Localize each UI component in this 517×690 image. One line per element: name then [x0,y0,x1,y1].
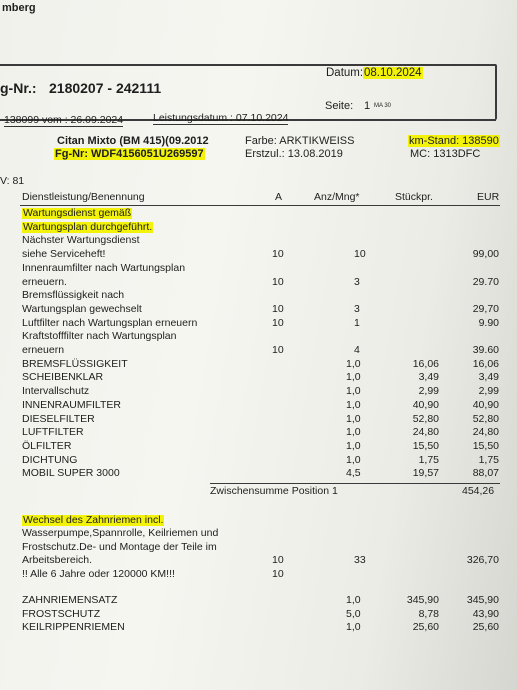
row-a: 10 [272,316,284,329]
table-row [0,622,517,633]
row-eur: 29,70 [472,302,499,315]
row-desc: siehe Serviceheft! [22,248,106,261]
row-stueckpreis: 2,99 [418,385,439,398]
row-eur: 88,07 [472,467,499,480]
header-a: A [275,191,283,203]
table-row [0,515,517,526]
table-row [0,609,517,620]
row-anz: 1,0 [346,594,361,607]
row-eur: 2,99 [478,385,499,398]
row-anz: 1,0 [346,385,361,398]
row-stueckpreis: 15,50 [412,439,439,452]
row-a: 10 [272,275,284,288]
row-eur: 326,70 [466,554,499,567]
table-row [0,208,517,219]
row-desc: MOBIL SUPER 3000 [22,467,120,480]
row-eur: 39.60 [472,344,499,356]
box-right-border [495,64,497,120]
row-stueckpreis: 1,75 [418,453,439,466]
row-anz: 1,0 [346,426,361,439]
row-anz: 3 [354,275,360,288]
row-eur: 3,49 [478,371,499,384]
row-anz: 1,0 [346,439,361,452]
row-desc: Arbeitsbereich. [22,554,93,567]
vehicle-fg-nr: Fg-Nr: WDF4156051U269597 [55,148,204,160]
row-desc: FROSTSCHUTZ [22,607,101,620]
vehicle-erstzul: Erstzul.: 13.08.2019 [245,148,343,160]
table-row [0,582,517,593]
table-row [0,386,517,397]
header-underline [20,205,500,206]
row-eur: 24,80 [472,426,499,439]
row-desc: BREMSFLÜSSIGKEIT [22,357,128,370]
table-row [0,400,517,411]
row-anz: 1,0 [346,398,361,411]
row-eur: 25,60 [472,621,499,634]
row-desc: Wasserpumpe,Spannrolle, Keilriemen und [22,527,219,540]
row-eur: 43,90 [472,607,499,620]
table-row [0,290,517,301]
table-row [0,427,517,438]
row-desc: KEILRIPPENRIEMEN [22,621,125,634]
table-row [0,304,517,315]
row-anz: 33 [354,554,366,567]
row-desc: LUFTFILTER [22,426,84,439]
row-desc: DICHTUNG [22,453,78,466]
table-row [0,345,517,356]
subtotal-label: Zwischensumme Position 1 [210,485,338,497]
row-desc: erneuern [22,344,65,356]
table-row [0,555,517,566]
row-a: 10 [272,554,284,567]
row-a: 10 [272,344,284,356]
row-desc: Bremsflüssigkeit nach [22,289,125,302]
header-stueck: Stückpr. [395,191,433,203]
vehicle-model: Citan Mixto (BM 415)(09.2012 [57,135,209,147]
row-desc: Luftfilter nach Wartungsplan erneuern [22,316,198,329]
row-stueckpreis: 16,06 [412,357,439,370]
row-anz: 5,0 [346,607,361,620]
row-eur: 15,50 [472,439,499,452]
row-stueckpreis: 25,60 [412,621,439,634]
row-eur: 52,80 [472,412,499,425]
row-desc: INNENRAUMFILTER [22,398,121,411]
row-stueckpreis: 19,57 [412,467,439,480]
row-desc: Intervallschutz [22,385,90,398]
row-desc: erneuern. [22,275,67,288]
table-row [0,235,517,246]
table-row [0,318,517,329]
table-row [0,277,517,288]
row-desc: Wartungsplan durchgeführt. [23,220,153,233]
row-stueckpreis: 8,78 [418,607,439,620]
table-row [0,441,517,452]
row-anz: 1,0 [346,412,361,425]
header-desc: Dienstleistung/Benennung [22,191,145,203]
vehicle-mc: MC: 1313DFC [410,148,481,160]
row-anz: 10 [354,248,366,261]
table-row [0,263,517,274]
row-anz: 3 [354,302,360,315]
row-stueckpreis: 3,49 [418,371,439,384]
row-anz: 1 [354,316,360,329]
row-anz: 4,5 [346,467,361,480]
row-eur: 29.70 [472,275,499,288]
row-eur: 345,90 [466,594,499,607]
row-desc: Kraftstofffilter nach Wartungsplan [22,330,177,343]
vehicle-km-stand: km-Stand: 138590 [409,135,499,147]
table-row [0,414,517,425]
row-eur: 16,06 [472,357,499,370]
row-anz: 1,0 [346,621,361,634]
row-stueckpreis: 24,80 [412,426,439,439]
row-desc: Frostschutz.De- und Montage der Teile im [22,540,217,553]
subtotal-value: 454,26 [462,485,495,497]
row-desc: DIESELFILTER [22,412,95,425]
order-number: 2180207 - 242111 [49,80,162,96]
row-anz: 1,0 [346,357,361,370]
row-eur: 99,00 [472,248,499,261]
table-row [0,359,517,370]
row-stueckpreis: 345,90 [406,594,439,607]
datum-value: 08.10.2024 [364,67,422,79]
seite-label: Seite: [325,100,354,112]
order-label: g-Nr.: [0,80,37,96]
v-label: V: 81 [0,175,25,187]
datum-label: Datum: [326,67,364,79]
row-a: 10 [272,567,284,580]
header-anz: Anz/Mng* [314,191,360,203]
row-stueckpreis: 40,90 [412,398,439,411]
subtotal-line [210,483,500,484]
row-a: 10 [272,248,284,261]
row-eur: 40,90 [472,398,499,411]
table-row [0,468,517,479]
seite-value: 1 [364,100,371,112]
row-desc: Wartungsplan gewechselt [22,302,142,315]
row-a: 10 [272,302,284,315]
table-row [0,595,517,606]
row-stueckpreis: 52,80 [412,412,439,425]
row-anz: 1,0 [346,371,361,384]
table-row [0,569,517,580]
table-row [0,249,517,260]
row-desc: Wechsel des Zahnriemen incl. [23,514,164,526]
letterhead-fragment: mberg [2,2,36,14]
box-top-border [0,64,496,66]
seite-small: MA 30 [374,103,392,109]
row-desc: ÖLFILTER [22,439,72,452]
row-anz: 1,0 [346,453,361,466]
row-desc: !! Alle 6 Jahre oder 120000 KM!!! [22,567,175,580]
row-desc: SCHEIBENKLAR [22,371,104,384]
ref-date: 138099 vom : 26.09.2024 [4,114,124,126]
row-desc: Nächster Wartungsdienst [22,234,140,247]
row-desc: Innenraumfilter nach Wartungsplan [22,261,186,274]
header-eur: EUR [477,191,500,203]
table-row [0,222,517,233]
row-desc: ZAHNRIEMENSATZ [22,594,118,607]
table-row [0,455,517,466]
row-eur: 1,75 [478,453,499,466]
table-row [0,372,517,383]
row-eur: 9.90 [478,316,499,329]
vehicle-farbe: Farbe: ARKTIKWEISS [245,135,355,147]
table-row [0,528,517,539]
row-desc: Wartungsdienst gemäß [23,207,132,219]
table-header [0,192,517,206]
table-row [0,331,517,342]
row-anz: 4 [354,344,360,356]
leistungsdatum: Leistungsdatum : 07.10.2024 [153,112,289,124]
table-row [0,542,517,553]
